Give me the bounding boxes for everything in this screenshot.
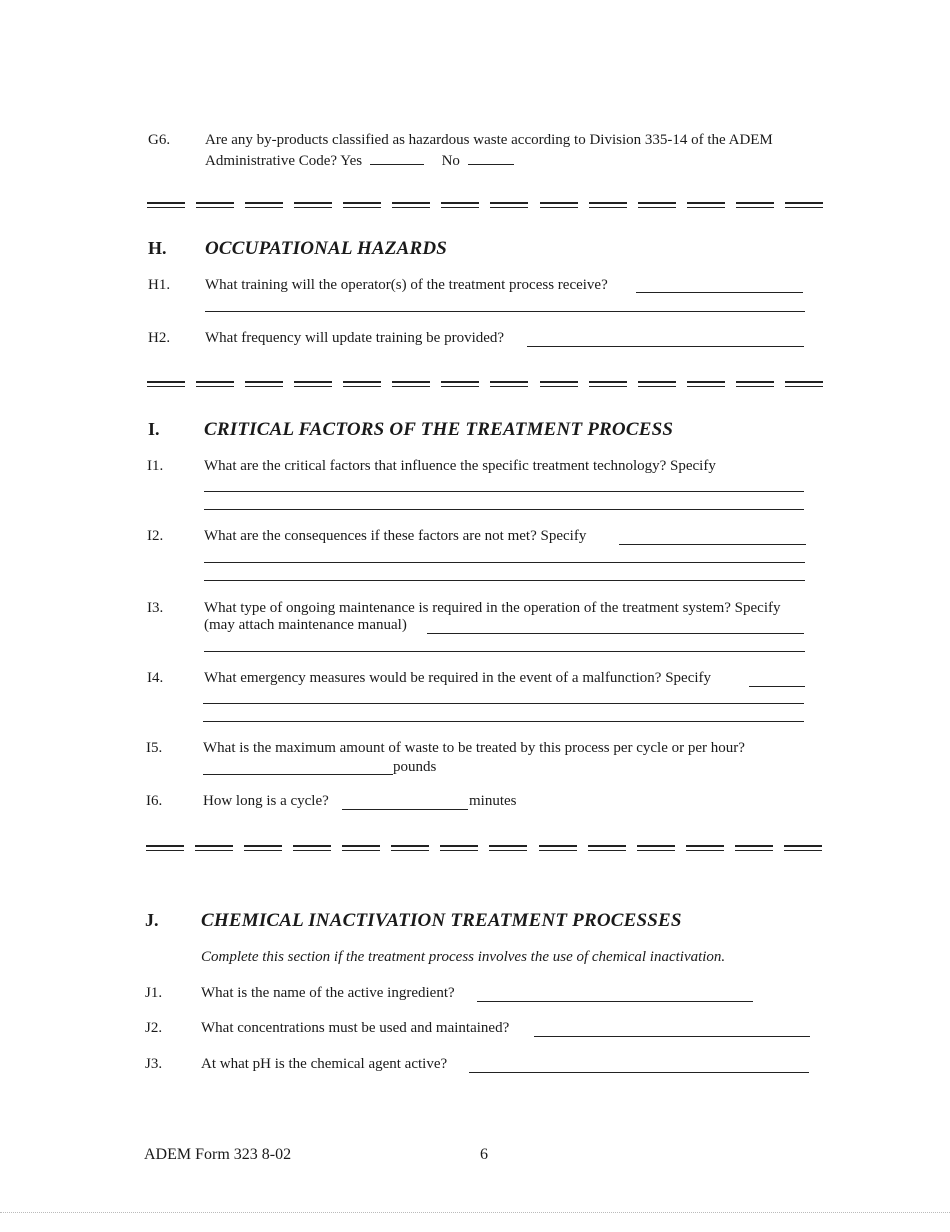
h1-answer-field-2[interactable] — [205, 311, 805, 312]
question-i1: What are the critical factors that influence the specific treatment technology? Specify — [204, 458, 716, 474]
question-i4: What emergency measures would be required in the event of a malfunction? Specify — [204, 670, 712, 686]
question-i5: What is the maximum amount of waste to be treated by this process per cycle or per hour? — [203, 740, 745, 756]
section-j-letter: J. — [145, 910, 159, 930]
section-divider — [146, 845, 822, 851]
i1-answer-field[interactable] — [204, 491, 804, 492]
j3-answer-field[interactable] — [469, 1072, 809, 1073]
g6-no-field[interactable] — [468, 150, 514, 165]
section-j-instruction: Complete this section if the treatment process involves the use of chemical inactivation. — [201, 949, 726, 965]
question-g6-prefix: Administrative Code? Yes — [205, 153, 363, 169]
g6-yes-field[interactable] — [370, 150, 424, 165]
j2-answer-field[interactable] — [534, 1036, 810, 1037]
i6-minutes-field[interactable] — [342, 809, 468, 810]
item-number-h2: H2. — [148, 330, 171, 346]
form-identifier: ADEM Form 323 8-02 — [144, 1146, 292, 1163]
scan-edge — [0, 1212, 950, 1213]
question-j3: At what pH is the chemical agent active? — [201, 1056, 448, 1072]
question-i6: How long is a cycle? — [203, 793, 329, 809]
i5-pounds-field[interactable] — [203, 774, 393, 775]
j1-answer-field[interactable] — [477, 1001, 753, 1002]
section-j-title: CHEMICAL INACTIVATION TREATMENT PROCESSES — [201, 910, 682, 931]
i1-answer-field-2[interactable] — [204, 509, 804, 510]
i3-answer-field-2[interactable] — [204, 651, 805, 652]
page-number: 6 — [480, 1146, 488, 1163]
question-j2: What concentrations must be used and maintained? — [201, 1020, 510, 1036]
question-g6-line2 — [205, 150, 514, 170]
i4-answer-field-3[interactable] — [203, 721, 804, 722]
section-h-title: OCCUPATIONAL HAZARDS — [205, 238, 448, 259]
section-divider — [147, 202, 823, 208]
g6-no-label: No — [441, 153, 460, 169]
i5-unit-label: pounds — [393, 759, 437, 775]
item-number-i5: I5. — [146, 740, 163, 756]
item-number-g6: G6. — [148, 132, 171, 148]
section-divider — [147, 381, 823, 387]
i2-answer-field-2[interactable] — [204, 562, 805, 563]
h1-answer-field[interactable] — [636, 292, 803, 293]
item-number-i1: I1. — [147, 458, 164, 474]
i6-unit-label: minutes — [469, 793, 517, 809]
i2-answer-field-3[interactable] — [204, 580, 805, 581]
question-h2: What frequency will update training be provided? — [205, 330, 505, 346]
item-number-j2: J2. — [145, 1020, 163, 1036]
item-number-i6: I6. — [146, 793, 163, 809]
i4-answer-field[interactable] — [749, 686, 805, 687]
h2-answer-field[interactable] — [527, 346, 804, 347]
question-i3-line1: What type of ongoing maintenance is required in the operation of the treatment system? Specify — [204, 600, 781, 616]
section-i-letter: I. — [148, 419, 160, 439]
question-h1: What training will the operator(s) of the treatment process receive? — [205, 277, 608, 293]
item-number-i3: I3. — [147, 600, 164, 616]
i3-answer-field[interactable] — [427, 633, 804, 634]
i4-answer-field-2[interactable] — [203, 703, 804, 704]
question-g6-line1: Are any by-products classified as hazardous waste according to Division 335-14 of the ADEM — [205, 132, 773, 148]
section-h-letter: H. — [148, 238, 167, 258]
item-number-i2: I2. — [147, 528, 164, 544]
question-i2: What are the consequences if these factors are not met? Specify — [204, 528, 587, 544]
item-number-j1: J1. — [145, 985, 163, 1001]
item-number-i4: I4. — [147, 670, 164, 686]
question-i3-line2: (may attach maintenance manual) — [204, 617, 407, 633]
i2-answer-field[interactable] — [619, 544, 806, 545]
question-j1: What is the name of the active ingredient? — [201, 985, 455, 1001]
item-number-j3: J3. — [145, 1056, 163, 1072]
section-i-title: CRITICAL FACTORS OF THE TREATMENT PROCESS — [204, 419, 674, 440]
item-number-h1: H1. — [148, 277, 171, 293]
